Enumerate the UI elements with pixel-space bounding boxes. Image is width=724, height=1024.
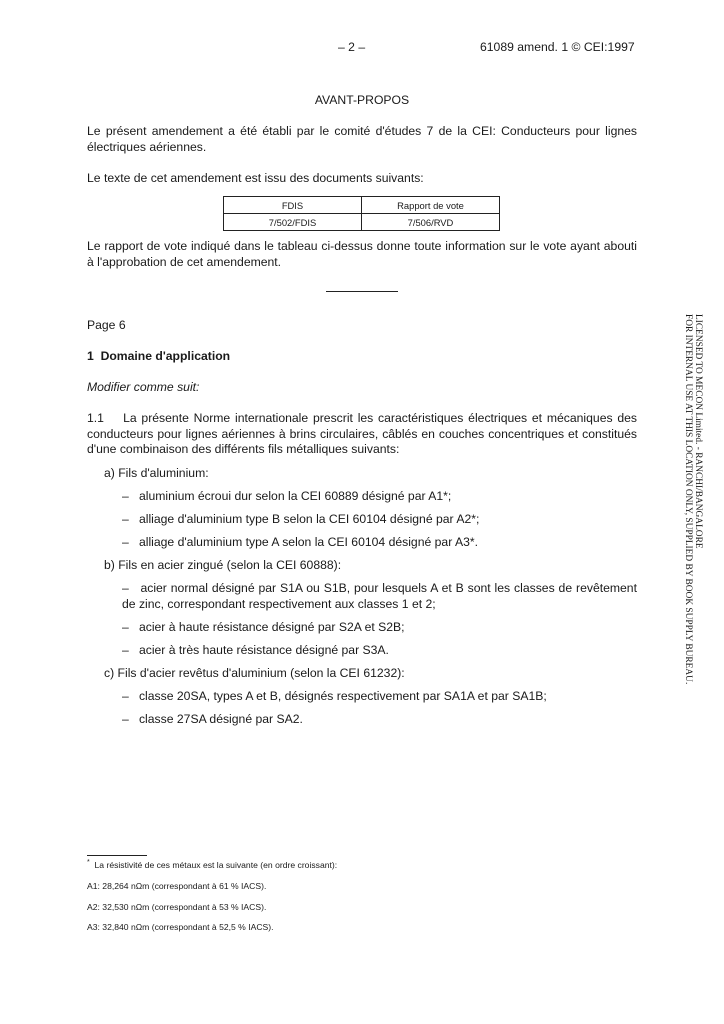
table-header-cell: Rapport de vote bbox=[362, 197, 500, 214]
list-title: Fils d'aluminium: bbox=[118, 466, 209, 480]
dash-marker: – bbox=[122, 489, 129, 503]
amendment-instruction: Modifier comme suit: bbox=[87, 380, 200, 394]
section-title: Domaine d'application bbox=[100, 349, 231, 363]
page-number: – 2 – bbox=[338, 40, 366, 54]
footnote-line: A2: 32,530 nΩm (correspondant à 53 % IACS). bbox=[87, 902, 267, 912]
dash-item bbox=[122, 620, 405, 636]
clause-text: La présente Norme internationale prescrit les caractéristiques électriques et mécaniques des conducteurs pour lignes aériennes à brins circulaires, câblés en couches concentriques et constitués d'une combinaison des différents fils métalliques suivants: bbox=[87, 411, 637, 456]
license-text bbox=[683, 314, 703, 684]
list-label: b) bbox=[104, 558, 115, 572]
section-number: 1 bbox=[87, 349, 94, 363]
table-header-row bbox=[224, 197, 500, 214]
dash-marker: – bbox=[122, 689, 129, 703]
footnote-marker: * bbox=[87, 859, 90, 866]
list-item: classe 27SA désigné par SA2. bbox=[138, 712, 303, 726]
dash-item bbox=[122, 643, 389, 659]
table-header-cell: FDIS bbox=[224, 197, 362, 214]
dash-item bbox=[122, 712, 303, 728]
dash-marker: – bbox=[122, 712, 129, 726]
page-reference: Page 6 bbox=[87, 318, 126, 332]
list-item-b bbox=[104, 558, 341, 574]
list-item: acier normal désigné par S1A ou S1B, pour lesquels A et B sont les classes de revêtement de zinc, correspondant respectivement aux classes 1 et 2; bbox=[122, 581, 637, 611]
page-title: AVANT-PROPOS bbox=[314, 93, 410, 107]
dash-item bbox=[122, 489, 451, 505]
footnote-rule bbox=[87, 855, 147, 856]
dash-marker: – bbox=[122, 512, 129, 526]
clause-paragraph bbox=[87, 411, 637, 458]
list-item-c bbox=[104, 666, 405, 682]
list-item: aluminium écroui dur selon la CEI 60889 désigné par A1*; bbox=[138, 489, 452, 503]
table-cell: 7/502/FDIS bbox=[224, 214, 362, 231]
dash-marker: – bbox=[122, 535, 129, 549]
list-item: acier à haute résistance désigné par S2A et S2B; bbox=[138, 620, 405, 634]
list-item: alliage d'aluminium type A selon la CEI 60104 désigné par A3*. bbox=[138, 535, 479, 549]
list-title: Fils d'acier revêtus d'aluminium (selon la CEI 61232): bbox=[117, 666, 405, 680]
intro-paragraph-1: Le présent amendement a été établi par le comité d'études 7 de la CEI: Conducteurs pour lignes électriques aériennes. bbox=[87, 124, 637, 154]
footnote-text: La résistivité de ces métaux est la suivante (en ordre croissant): bbox=[94, 860, 338, 870]
dash-marker: – bbox=[122, 620, 129, 634]
footnote-intro bbox=[87, 860, 337, 871]
list-label: c) bbox=[104, 666, 115, 680]
list-item: classe 20SA, types A et B, désignés respectivement par SA1A et par SA1B; bbox=[138, 689, 547, 703]
intro-paragraph-3: Le rapport de vote indiqué dans le tableau ci-dessus donne toute information sur le vote ayant abouti à l'approbation de cet amendement. bbox=[87, 239, 637, 269]
footnote-line: A1: 28,264 nΩm (correspondant à 61 % IACS). bbox=[87, 881, 267, 891]
table-row bbox=[224, 214, 500, 231]
dash-item bbox=[122, 581, 637, 612]
footnote-line: A3: 32,840 nΩm (correspondant à 52,5 % IACS). bbox=[87, 922, 274, 932]
intro-paragraph-2: Le texte de cet amendement est issu des documents suivants: bbox=[87, 171, 424, 185]
table-cell: 7/506/RVD bbox=[362, 214, 500, 231]
list-item-a bbox=[104, 466, 209, 482]
dash-item bbox=[122, 535, 478, 551]
list-label: a) bbox=[104, 466, 115, 480]
dash-marker: – bbox=[122, 643, 129, 657]
document-reference: 61089 amend. 1 © CEI:1997 bbox=[480, 40, 635, 54]
list-item: alliage d'aluminium type B selon la CEI 60104 désigné par A2*; bbox=[138, 512, 480, 526]
documents-table bbox=[223, 196, 500, 231]
license-line-2: FOR INTERNAL USE AT THIS LOCATION ONLY, SUPPLIED BY BOOK SUPPLY BUREAU. bbox=[683, 314, 693, 685]
list-item: acier à très haute résistance désigné par S3A. bbox=[138, 643, 389, 657]
dash-item bbox=[122, 689, 547, 705]
separator-rule bbox=[326, 291, 398, 292]
section-heading bbox=[87, 349, 230, 365]
clause-number: 1.1 bbox=[87, 411, 104, 425]
dash-item bbox=[122, 512, 479, 528]
dash-marker: – bbox=[122, 581, 129, 595]
list-title: Fils en acier zingué (selon la CEI 60888): bbox=[118, 558, 342, 572]
license-line-1: LICENSED TO MECON Limited. - RANCHI/BANGALORE bbox=[693, 314, 703, 549]
